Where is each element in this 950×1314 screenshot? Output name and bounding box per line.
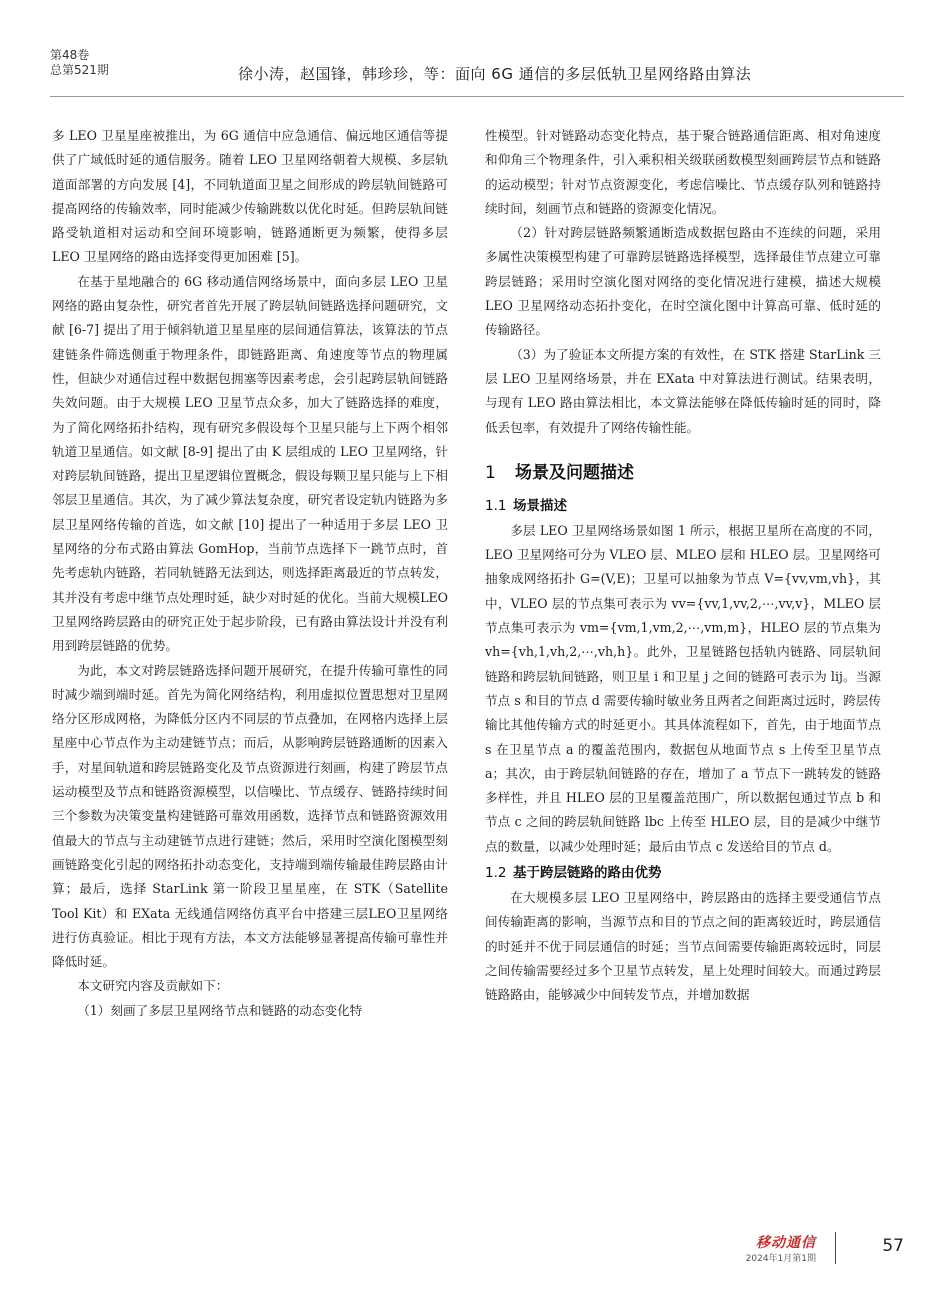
paragraph: 性模型。针对链路动态变化特点，基于聚合链路通信距离、相对角速度和仰角三个物理条件，引入乘积相关级联函数模型刻画跨层节点和链路的运动模型；针对节点资源变化，考虑信噪比、节点缓存队列和链路持续时间，刻画节点和链路的资源变化情况。	[485, 128, 881, 216]
subsection-title: 场景描述	[513, 497, 567, 514]
left-column	[52, 124, 448, 1023]
issue-date: 2024年1月第1期	[745, 1254, 816, 1264]
paragraph: 多层 LEO 卫星网络场景如图 1 所示，根据卫星所在高度的不同，LEO 卫星网络可分为 VLEO 层、MLEO 层和 HLEO 层。卫星网络可抽象成网络拓扑 G=(V,E)；卫星可以抽象为节点 V={vv,vm,vh}，其中，VLEO 层的节点集可表示为 vv={vv,1,vv,2,⋯,vv,v}，MLEO 层节点集可表示为 vm={vm,1,vm,2,⋯,vm,m}，HLEO 层的节点集为 vh={vh,1,vh,2,⋯,vh,h}。此外，卫星链路包括轨内链路、同层轨间链路和跨层轨间链路，则卫星 i 和卫星 j 之间的链路可表示为 lij。当源节点 s 和目的节点 d 需要传输时敏业务且两者之间距离过远时，跨层传输比其他传输方式的时延更小。其具体流程如下，首先，由于地面节点 s 在卫星节点 a 的覆盖范围内，数据包从地面节点 s 上传至卫星节点 a；其次，由于跨层轨间链路的存在，增加了 a 节点下一跳转发的链路多样性，并且 HLEO 层的卫星覆盖范围广，所以数据包通过节点 b 和节点 c 之间的跨层轨间链路 lbc 上传至 HLEO 层，目的是减少中继节点的数量，以减少处理时延；最后由节点 c 发送给目的节点 d。	[485, 522, 881, 854]
header-divider	[50, 96, 904, 97]
section-title: 场景及问题描述	[515, 462, 634, 483]
subsection-number: 1.1	[485, 497, 507, 514]
subsection-title: 基于跨层链路的路由优势	[513, 865, 662, 882]
section-heading	[485, 461, 881, 485]
running-header-title: 徐小涛，赵国锋，韩珍珍，等：面向 6G 通信的多层低轨卫星网络路由算法	[238, 65, 752, 83]
paragraph: 为此，本文对跨层链路选择问题开展研究，在提升传输可靠性的同时减少端到端时延。首先为简化网络结构，利用虚拟位置思想对卫星网络分区形成网格，为降低分区内不同层的节点叠加，在网格内选择上层星座中心节点作为主动建链节点；而后，从影响跨层链路通断的因素入手，对星间轨道和跨层链路变化及节点资源进行刻画，构建了跨层节点运动模型及节点和链路资源模型，以信噪比、节点缓存、链路持续时间三个参数为决策变量构建链路可靠效用函数，选择节点和链路资源效用值最大的节点与主动建链节点进行建链；然后，采用时空演化图模型刻画链路变化引起的网络拓扑动态变化，支持端到端传输最佳跨层路由计算；最后，选择 StarLink 第一阶段卫星星座，在 STK（Satellite Tool Kit）和 EXata 无线通信网络仿真平台中搭建三层LEO卫星网络进行仿真验证。相比于现有方法，本文方法能够显著提高传输可靠性并降低时延。	[52, 662, 448, 970]
paragraph: 在基于星地融合的 6G 移动通信网络场景中，面向多层 LEO 卫星网络的路由复杂性，研究者首先开展了跨层轨间链路选择问题研究，文献 [6-7] 提出了用于倾斜轨道卫星星座的层间通信算法，该算法的节点建链条件筛选侧重于物理条件，即链路距离、角速度等节点的物理属性，但缺少对通信过程中数据包拥塞等因素考虑，会引起跨层轨间链路失效问题。由于大规模 LEO 卫星节点众多，加大了链路选择的难度，为了简化网络拓扑结构，现有研究多假设每个卫星只能与上下两个相邻轨道卫星通信。如文献 [8-9] 提出了由 K 层组成的 LEO 卫星网络，针对跨层轨间链路，提出卫星逻辑位置概念，假设每颗卫星只能与上下相邻层卫星通信。其次，为了减少算法复杂度，研究者设定轨内链路为多层卫星网络传输的首选，如文献 [10] 提出了一种适用于多层 LEO 卫星网络的分布式路由算法 GomHop，当前节点选择下一跳节点时，首先考虑轨内链路，若同轨链路无法到达，则选择距离最近的节点转发，其并没有考虑中继节点处理时延，缺少对时延的优化。当前大规模LEO卫星网络跨层路由的研究正处于起步阶段，已有路由算法设计并没有利用到跨层链路的优势。	[52, 273, 448, 654]
journal-logo: 移动通信	[756, 1235, 816, 1251]
paragraph: 多 LEO 卫星星座被推出，为 6G 通信中应急通信、偏远地区通信等提供了广域低时延的通信服务。随着 LEO 卫星网络朝着大规模、多层轨道面部署的方向发展 [4]，不同轨道面卫星之间形成的跨层轨间链路可提高网络的传输效率，同时能减少传输跳数以优化时延。但跨层轨间链路受轨道相对运动和空间环境影响，链路通断更为频繁，使得多层 LEO 卫星网络的路由选择变得更加困难 [5]。	[52, 128, 448, 265]
right-column	[485, 124, 881, 1008]
running-header-left	[50, 48, 109, 78]
volume-label: 第48卷	[50, 48, 90, 62]
paragraph: 在大规模多层 LEO 卫星网络中，跨层路由的选择主要受通信节点间传输距离的影响，当源节点和目的节点之间的距离较近时，跨层通信的时延并不优于同层通信的时延；当节点间需要传输距离较远时，同层之间传输需要经过多个卫星节点转发，星上处理时间较大。而通过跨层链路路由，能够减少中间转发节点，并增加数据	[485, 890, 881, 1003]
paragraph: （2）针对跨层链路频繁通断造成数据包路由不连续的问题，采用多属性决策模型构建了可靠跨层链路选择模型，选择最佳节点建立可靠跨层链路；采用时空演化图对网络的变化情况进行建模，描述大规模 LEO 卫星网络动态拓扑变化，在时空演化图中计算高可靠、低时延的传输路径。	[485, 225, 881, 338]
page-footer	[704, 1234, 904, 1264]
footer-divider	[835, 1232, 836, 1264]
subsection-heading	[485, 494, 881, 518]
section-number: 1	[485, 462, 496, 483]
paragraph: 本文研究内容及贡献如下：	[77, 978, 229, 994]
subsection-number: 1.2	[485, 865, 507, 882]
page-number: 57	[882, 1236, 904, 1256]
subsection-heading	[485, 861, 881, 885]
paragraph: （3）为了验证本文所提方案的有效性，在 STK 搭建 StarLink 三层 LEO 卫星网络场景，并在 EXata 中对算法进行测试。结果表明，与现有 LEO 路由算法相比，本文算法能够在降低传输时延的同时，降低丢包率，有效提升了网络传输性能。	[485, 346, 881, 435]
paragraph: （1）刻画了多层卫星网络节点和链路的动态变化特	[77, 1002, 363, 1018]
issue-total-label: 总第521期	[50, 63, 109, 77]
